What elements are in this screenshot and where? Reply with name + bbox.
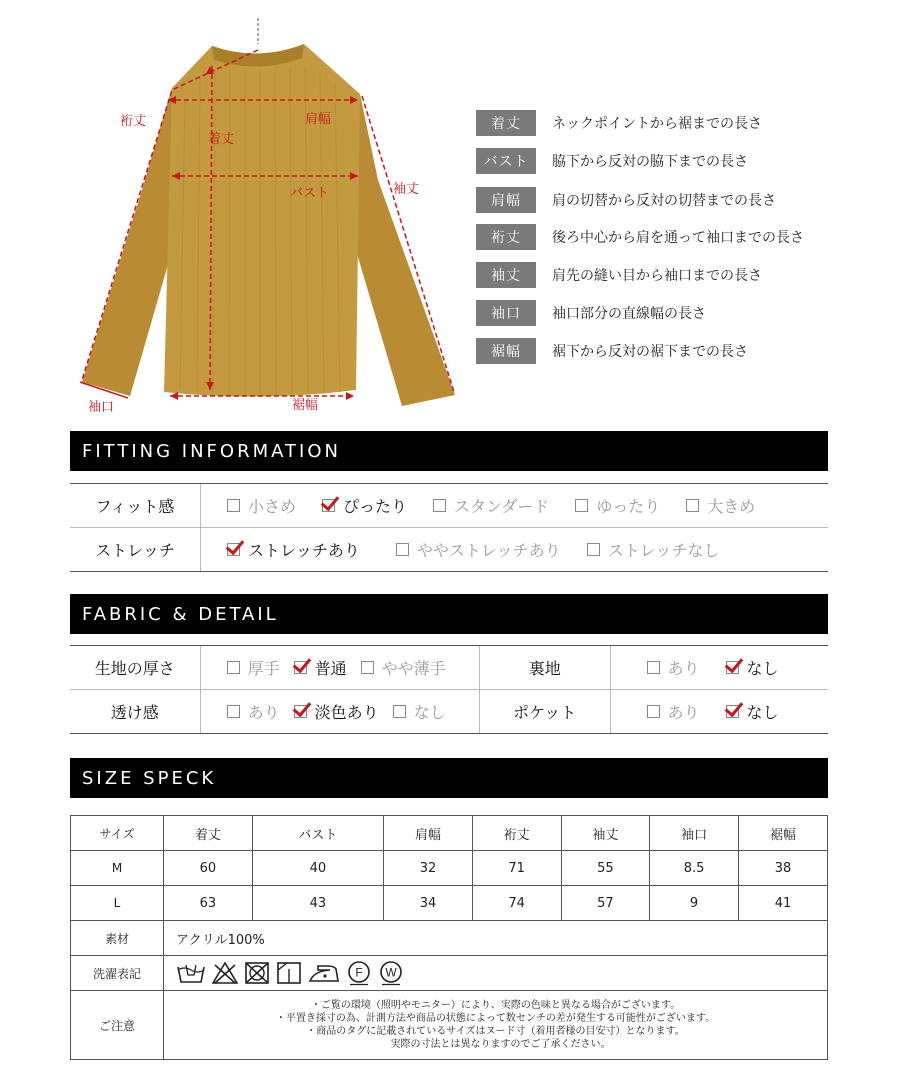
pocket-options: [611, 690, 828, 733]
svg-text:F: F: [355, 965, 363, 980]
size-cell: L: [71, 886, 164, 921]
sweater-drawing: [60, 10, 480, 420]
legend-key: 肩幅: [476, 187, 536, 213]
checkbox-icon[interactable]: [647, 705, 660, 718]
material-row: [71, 921, 828, 956]
material-value: アクリル100%: [164, 921, 828, 956]
stretch-option-yes[interactable]: [227, 538, 360, 561]
lining-options: [611, 646, 828, 689]
legend-desc: 裾下から反対の裾下までの長さ: [552, 344, 748, 360]
size-cell: 41: [738, 886, 827, 921]
header-cell: バスト: [252, 816, 383, 851]
option-text: ゆったり: [596, 497, 661, 516]
checkbox-checked-icon[interactable]: [322, 499, 335, 512]
legend-desc: 肩先の縫い目から袖口までの長さ: [552, 268, 762, 284]
stretch-options: [201, 538, 746, 561]
option-text: あり: [667, 659, 700, 678]
fabric-detail-header: FABRIC & DETAIL: [70, 594, 828, 634]
fit-row: [70, 484, 828, 527]
note-line: ・ご覧の環境（照明やモニター）により、実際の色味と異なる場合がございます。: [310, 1000, 681, 1011]
pocket-option-no[interactable]: [726, 700, 779, 723]
size-cell: 34: [384, 886, 473, 921]
fit-option-just[interactable]: [322, 494, 407, 517]
sheer-option-no[interactable]: [393, 700, 446, 723]
option-text: なし: [413, 703, 446, 722]
label-kitake: 着丈: [208, 132, 235, 147]
size-cell: 74: [472, 886, 561, 921]
size-speck-header: SIZE SPECK: [70, 758, 828, 798]
option-text: あり: [247, 703, 280, 722]
option-text: ぴったり: [343, 497, 408, 516]
lining-label: 裏地: [480, 646, 611, 689]
sheer-label: 透け感: [70, 690, 201, 733]
size-cell: M: [71, 851, 164, 886]
no-bleach-icon: [212, 961, 238, 985]
label-susohaba: 裾幅: [292, 398, 319, 413]
checkbox-icon[interactable]: [647, 661, 660, 674]
option-text: 小さめ: [248, 497, 297, 516]
option-text: スタンダード: [454, 497, 550, 516]
thickness-options: [201, 646, 480, 689]
fitting-table: [70, 483, 828, 572]
pocket-option-yes[interactable]: [647, 700, 700, 723]
wet-clean-w-icon: [378, 960, 404, 986]
label-sodeguchi: 袖口: [88, 400, 115, 415]
legend-key: 袖口: [476, 300, 536, 326]
fit-option-small[interactable]: [227, 494, 296, 517]
thickness-option-thick[interactable]: [227, 656, 280, 679]
option-text: 大きめ: [707, 497, 756, 516]
legend-row: [476, 300, 706, 326]
legend-key: 着丈: [476, 110, 536, 136]
no-tumble-dry-icon: [244, 961, 270, 985]
checkbox-checked-icon[interactable]: [726, 705, 739, 718]
option-text: ストレッチなし: [607, 541, 720, 560]
header-cell: 袖口: [650, 816, 739, 851]
sheer-option-yes[interactable]: [227, 700, 280, 723]
size-cell: 9: [650, 886, 739, 921]
checkbox-icon[interactable]: [393, 705, 406, 718]
fitting-information-header: FITTING INFORMATION: [70, 431, 828, 471]
option-text: なし: [746, 703, 779, 722]
checkbox-icon[interactable]: [227, 705, 240, 718]
lining-option-no[interactable]: [726, 656, 779, 679]
legend-desc: 袖口部分の直線幅の長さ: [552, 306, 706, 322]
dry-clean-f-icon: [346, 960, 372, 986]
size-header-row: [71, 816, 828, 851]
checkbox-checked-icon[interactable]: [294, 705, 307, 718]
note-line: ・平置き採寸の為、計測方法や商品の状態によって数センチの差が発生する可能性がございます。: [275, 1013, 716, 1024]
garment-measurement-illustration: [60, 10, 480, 420]
label-katahaba: 肩幅: [305, 112, 332, 127]
fabric-row: [70, 646, 828, 689]
note-line: ・商品のタグに記載されているサイズはヌード寸（着用者様の目安寸）となります。: [306, 1026, 685, 1037]
checkbox-icon[interactable]: [433, 499, 446, 512]
checkbox-checked-icon[interactable]: [227, 543, 240, 556]
checkbox-icon[interactable]: [227, 499, 240, 512]
checkbox-icon[interactable]: [227, 661, 240, 674]
iron-low-icon: [308, 961, 340, 985]
note-line: 実際の寸法とは異なりますのでご了承ください。: [380, 1039, 611, 1050]
option-text: ややストレッチあり: [416, 541, 561, 560]
stretch-label: ストレッチ: [70, 528, 201, 571]
header-cell: 着丈: [164, 816, 253, 851]
legend-row: [476, 110, 762, 136]
header-cell: 袖丈: [561, 816, 650, 851]
option-text: なし: [746, 659, 779, 678]
size-cell: 8.5: [650, 851, 739, 886]
legend-key: 裄丈: [476, 224, 536, 250]
header-cell: 裾幅: [738, 816, 827, 851]
legend-row: [476, 148, 748, 174]
legend-desc: 後ろ中心から肩を通って袖口までの長さ: [552, 230, 804, 246]
header-cell: サイズ: [71, 816, 164, 851]
legend-row: [476, 262, 762, 288]
size-cell: 43: [252, 886, 383, 921]
size-cell: 55: [561, 851, 650, 886]
header-cell: 裄丈: [472, 816, 561, 851]
legend-row: [476, 187, 776, 213]
fabric-table: [70, 645, 828, 734]
checkbox-icon[interactable]: [587, 543, 600, 556]
label-sodetake: 袖丈: [393, 182, 420, 197]
size-cell: 32: [384, 851, 473, 886]
option-text: やや薄手: [381, 659, 446, 678]
checkbox-icon[interactable]: [575, 499, 588, 512]
checkbox-icon[interactable]: [396, 543, 409, 556]
stretch-option-none[interactable]: [587, 538, 720, 561]
stretch-row: [70, 527, 828, 571]
legend-row: [476, 338, 748, 364]
size-cell: 57: [561, 886, 650, 921]
size-cell: 71: [472, 851, 561, 886]
option-text: あり: [667, 703, 700, 722]
header-cell: 肩幅: [384, 816, 473, 851]
legend-desc: ネックポイントから裾までの長さ: [552, 116, 762, 132]
notes-label: ご注意: [71, 991, 164, 1060]
hand-wash-icon: [176, 961, 206, 985]
option-text: 普通: [314, 659, 347, 678]
size-cell: 40: [252, 851, 383, 886]
legend-key: 袖丈: [476, 262, 536, 288]
checkbox-icon[interactable]: [361, 661, 374, 674]
svg-text:W: W: [385, 965, 397, 980]
size-table: [70, 815, 828, 1060]
thickness-option-thin[interactable]: [361, 656, 446, 679]
care-label: 洗濯表記: [71, 956, 164, 991]
checkbox-icon[interactable]: [686, 499, 699, 512]
label-yukitake: 裄丈: [120, 114, 147, 129]
sheer-options: [201, 690, 480, 733]
fit-label: フィット感: [70, 484, 201, 527]
table-row: [71, 886, 828, 921]
legend-row: [476, 224, 804, 250]
option-text: ストレッチあり: [248, 541, 360, 560]
size-cell: 63: [164, 886, 253, 921]
legend-key: 裾幅: [476, 338, 536, 364]
option-text: 淡色あり: [314, 703, 379, 722]
line-dry-shade-icon: [276, 961, 302, 985]
table-row: [71, 851, 828, 886]
pocket-label: ポケット: [480, 690, 611, 733]
label-bust: バスト: [290, 186, 330, 201]
legend-desc: 脇下から反対の脇下までの長さ: [552, 154, 748, 170]
fabric-row: [70, 689, 828, 733]
legend-desc: 肩の切替から反対の切替までの長さ: [552, 193, 776, 209]
checkbox-checked-icon[interactable]: [294, 661, 307, 674]
fit-option-large[interactable]: [686, 494, 755, 517]
thickness-option-normal[interactable]: [294, 656, 347, 679]
notes-cell: [164, 991, 828, 1060]
option-text: 厚手: [247, 659, 280, 678]
thickness-label: 生地の厚さ: [70, 646, 201, 689]
material-label: 素材: [71, 921, 164, 956]
care-row: [71, 956, 828, 991]
fit-option-loose[interactable]: [575, 494, 660, 517]
care-icons-cell: [164, 956, 828, 991]
lining-option-yes[interactable]: [647, 656, 700, 679]
notes-row: [71, 991, 828, 1060]
sheer-option-light[interactable]: [294, 700, 379, 723]
size-cell: 38: [738, 851, 827, 886]
stretch-option-slight[interactable]: [396, 538, 561, 561]
legend-key: バスト: [476, 148, 536, 174]
fit-option-standard[interactable]: [433, 494, 549, 517]
checkbox-checked-icon[interactable]: [726, 661, 739, 674]
size-cell: 60: [164, 851, 253, 886]
fit-options: [201, 494, 781, 517]
